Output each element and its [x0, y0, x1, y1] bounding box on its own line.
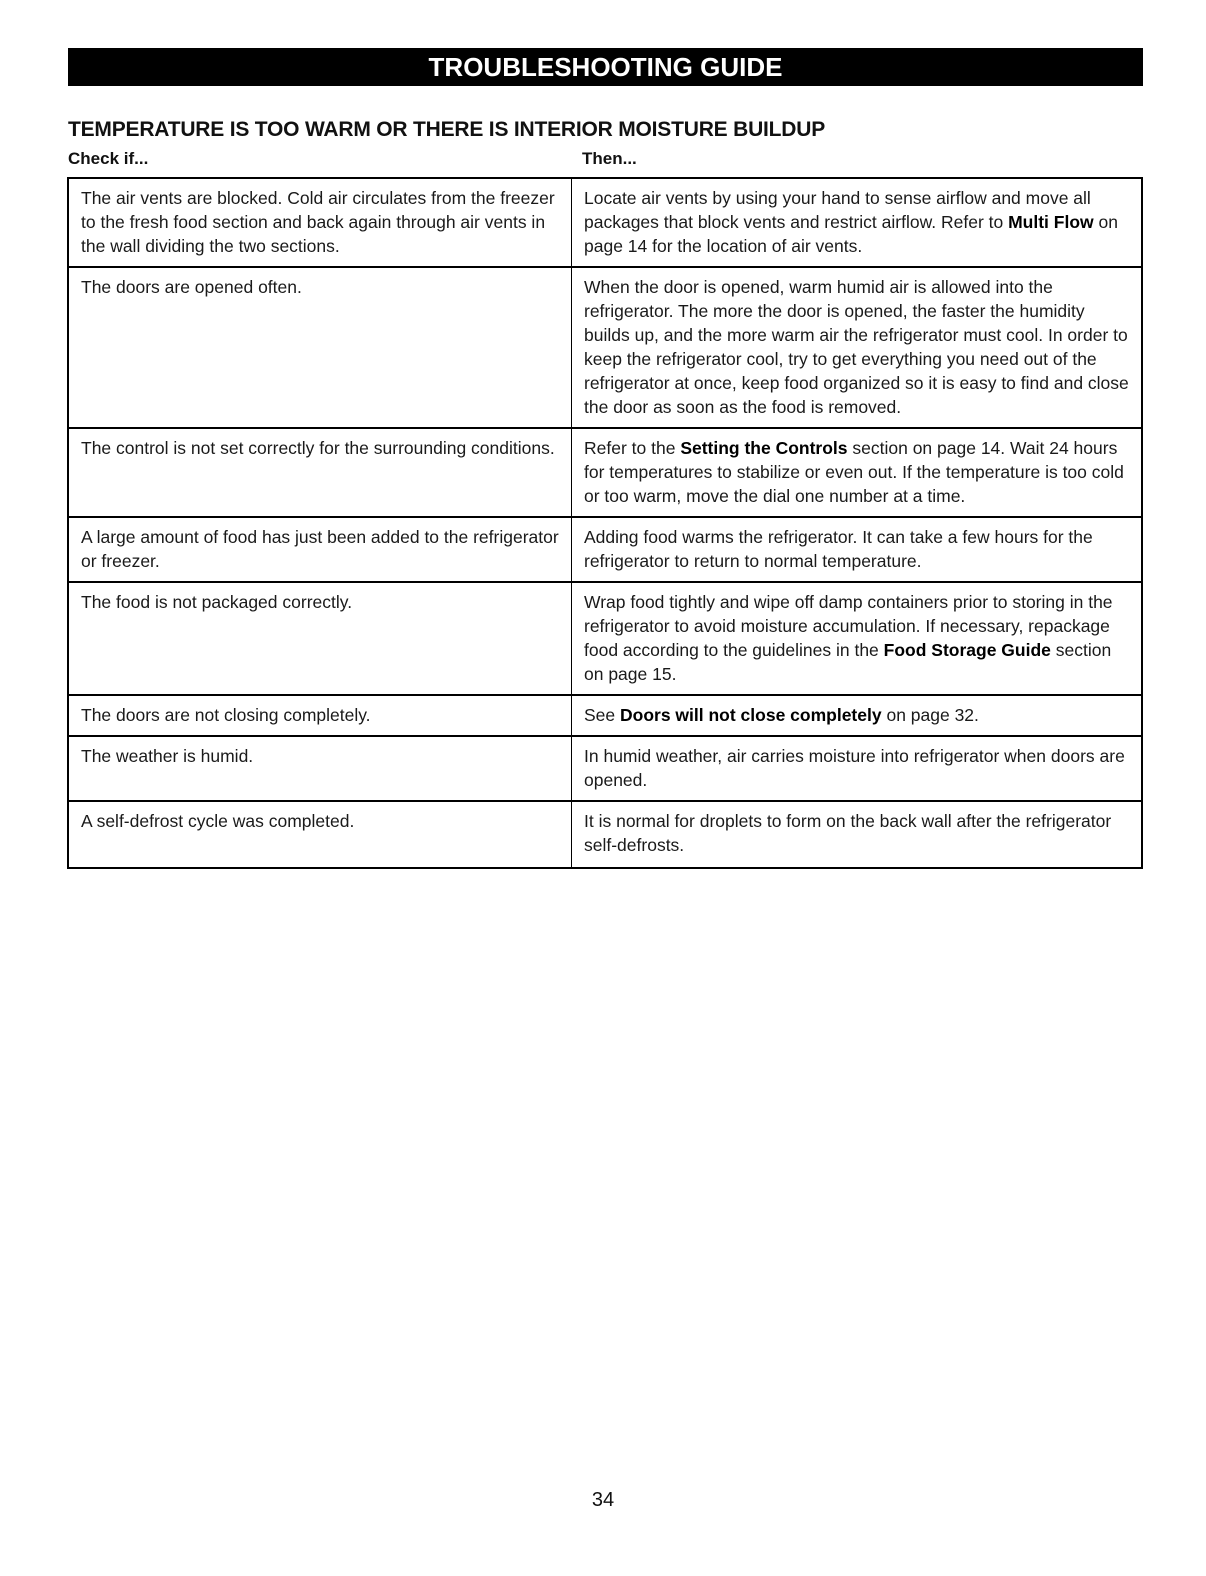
then-text: on page 32.	[881, 705, 979, 725]
then-cell	[572, 736, 1143, 801]
then-cell	[572, 428, 1143, 517]
then-text: In humid weather, air carries moisture into refrigerator when doors are opened.	[584, 746, 1125, 790]
check-cell: The control is not set correctly for the surrounding conditions.	[68, 428, 572, 517]
then-text: section on page 15.	[584, 640, 1112, 684]
table-row	[68, 695, 1142, 736]
then-text-bold-reference: Setting the Controls	[680, 438, 848, 458]
column-header-check-if: Check if...	[68, 149, 149, 168]
then-cell	[572, 695, 1143, 736]
then-text: Refer to the	[584, 438, 681, 458]
then-text-bold-reference: Doors will not close completely	[620, 705, 882, 725]
then-text: Wrap food tightly and wipe off damp containers prior to storing in the refrigerator to avoid moisture accumulation. If necessary, repackage food according to the guidelines in the	[584, 592, 1113, 660]
then-text-bold-reference: Multi Flow	[1008, 212, 1094, 232]
then-text: on page 14 for the location of air vents.	[584, 212, 1118, 256]
table-row	[68, 801, 1142, 868]
check-cell: A self-defrost cycle was completed.	[68, 801, 572, 868]
column-header-then: Then...	[582, 149, 637, 168]
table-row	[68, 267, 1142, 428]
check-cell: The doors are not closing completely.	[68, 695, 572, 736]
table-row	[68, 517, 1142, 582]
table-row	[68, 428, 1142, 517]
then-text: Adding food warms the refrigerator. It can take a few hours for the refrigerator to return to normal temperature.	[584, 527, 1093, 571]
then-cell	[572, 267, 1143, 428]
check-cell: The air vents are blocked. Cold air circulates from the freezer to the fresh food section and back again through air vents in the wall dividing the two sections.	[68, 178, 572, 267]
check-cell: The food is not packaged correctly.	[68, 582, 572, 695]
then-cell	[572, 517, 1143, 582]
check-cell: A large amount of food has just been added to the refrigerator or freezer.	[68, 517, 572, 582]
section-title: TEMPERATURE IS TOO WARM OR THERE IS INTERIOR MOISTURE BUILDUP	[68, 118, 826, 141]
check-cell: The doors are opened often.	[68, 267, 572, 428]
then-cell	[572, 582, 1143, 695]
then-text: section on page 14. Wait 24 hours for temperatures to stabilize or even out. If the temperature is too cold or too warm, move the dial one number at a time.	[584, 438, 1124, 506]
troubleshooting-table-body	[68, 178, 1142, 868]
then-cell	[572, 801, 1143, 868]
page-banner-title: TROUBLESHOOTING GUIDE	[68, 48, 1143, 86]
then-text: Locate air vents by using your hand to sense airflow and move all packages that block vents and restrict airflow. Refer to	[584, 188, 1091, 232]
then-text: It is normal for droplets to form on the back wall after the refrigerator self-defrosts.	[584, 811, 1112, 855]
table-row	[68, 582, 1142, 695]
then-text: See	[584, 705, 620, 725]
troubleshooting-table	[67, 177, 1143, 869]
then-cell	[572, 178, 1143, 267]
then-text: When the door is opened, warm humid air is allowed into the refrigerator. The more the door is opened, the faster the humidity builds up, and the more warm air the refrigerator must cool. In order to keep the refrigerator cool, try to get everything you need out of the refrigerator at once, keep food organized so it is easy to find and close the door as soon as the food is removed.	[584, 277, 1129, 417]
table-row	[68, 178, 1142, 267]
page-number: 34	[591, 1489, 615, 1511]
then-text-bold-reference: Food Storage Guide	[883, 640, 1051, 660]
check-cell: The weather is humid.	[68, 736, 572, 801]
table-row	[68, 736, 1142, 801]
